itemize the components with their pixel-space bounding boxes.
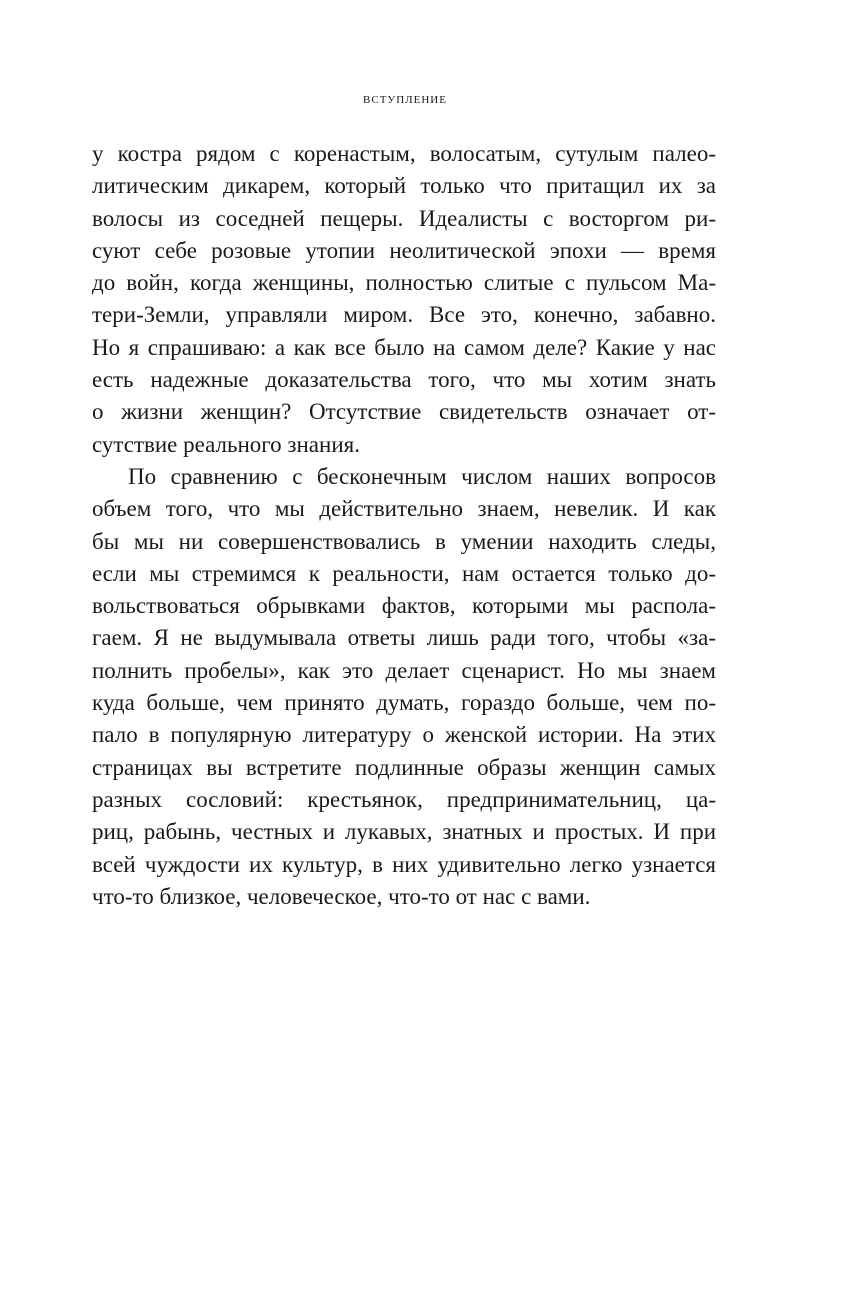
running-head bbox=[0, 90, 810, 108]
text-line: объем того, что мы действительно знаем, невелик. И как bbox=[92, 496, 716, 522]
text-line: литическим дикарем, который только что притащил их за bbox=[92, 173, 716, 199]
text-line: полнить пробелы», как это делает сценарист. Но мы знаем bbox=[92, 657, 716, 683]
paragraph-2 bbox=[92, 461, 716, 913]
text-line: о жизни женщин? Отсутствие свидетельств означает от- bbox=[92, 399, 716, 425]
text-line: бы мы ни совершенствовались в умении находить следы, bbox=[92, 528, 716, 554]
text-line: тери-Земли, управляли миром. Все это, конечно, забавно. bbox=[92, 302, 716, 328]
body-text bbox=[92, 138, 716, 913]
text-line: суют себе розовые утопии неолитической эпохи — время bbox=[92, 237, 716, 263]
text-line: куда больше, чем принято думать, гораздо больше, чем по- bbox=[92, 690, 716, 716]
text-line: если мы стремимся к реальности, нам остается только до- bbox=[92, 560, 716, 586]
text-line: риц, рабынь, честных и лукавых, знатных и простых. И при bbox=[92, 819, 716, 845]
text-line: что-то близкое, человеческое, что-то от нас с вами. bbox=[92, 883, 591, 909]
text-line: разных сословий: крестьянок, предпринимательниц, ца- bbox=[92, 786, 716, 812]
text-line: страницах вы встретите подлинные образы женщин самых bbox=[92, 754, 716, 780]
text-line: Но я спрашиваю: а как все было на самом деле? Какие у нас bbox=[92, 334, 716, 360]
paragraph-1 bbox=[92, 138, 716, 461]
text-line: гаем. Я не выдумывала ответы лишь ради того, чтобы «за- bbox=[92, 625, 716, 651]
text-line: вольствоваться обрывками фактов, которыми мы распола- bbox=[92, 593, 716, 619]
text-line: у костра рядом с коренастым, волосатым, сутулым палео- bbox=[92, 141, 716, 166]
text-line: есть надежные доказательства того, что мы хотим знать bbox=[92, 367, 716, 393]
text-line: пало в популярную литературу о женской истории. На этих bbox=[92, 722, 716, 748]
text-line: волосы из соседней пещеры. Идеалисты с восторгом ри- bbox=[92, 205, 716, 231]
text-line: до войн, когда женщины, полностью слитые с пульсом Ма- bbox=[92, 270, 716, 296]
running-head-text: вступление bbox=[363, 90, 447, 107]
text-line: всей чуждости их культур, в них удивительно легко узнается bbox=[92, 851, 716, 877]
text-line: По сравнению с бесконечным числом наших вопросов bbox=[128, 463, 716, 489]
text-line: сутствие реального знания. bbox=[92, 431, 360, 457]
